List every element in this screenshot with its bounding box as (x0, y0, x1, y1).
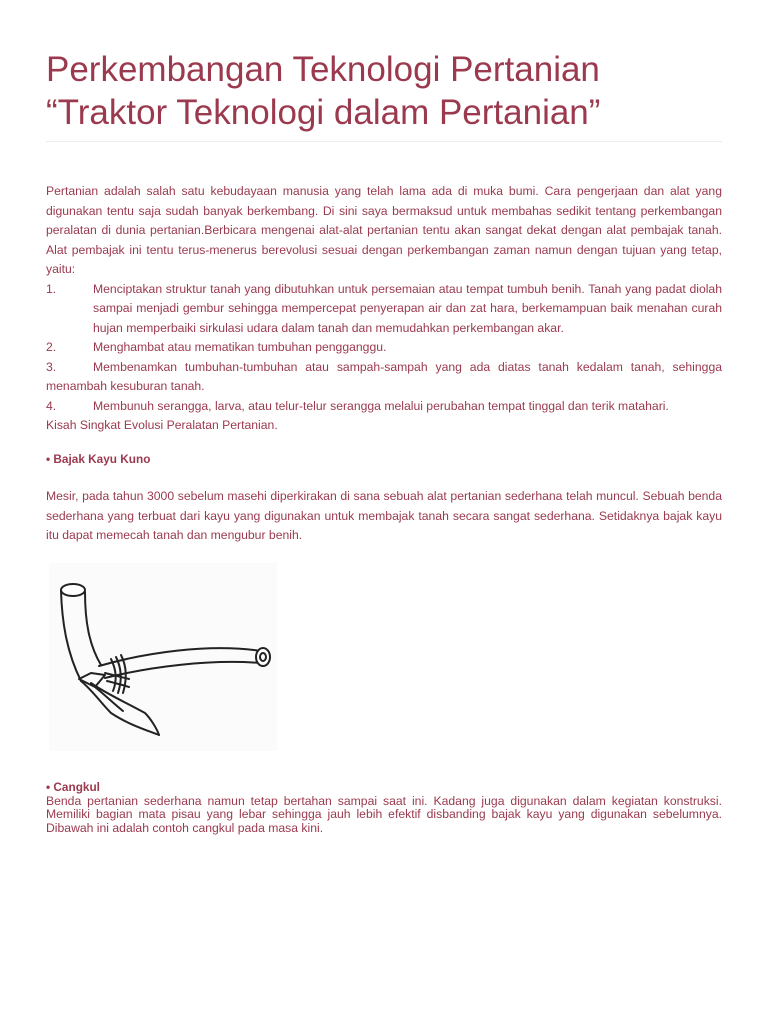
title-divider (46, 141, 722, 142)
wooden-plow-illustration (49, 563, 277, 751)
kisah-line: Kisah Singkat Evolusi Peralatan Pertanian. (46, 418, 278, 432)
section-heading-cangkul: • Cangkul (46, 780, 100, 794)
list-item-number: 4. (46, 398, 57, 413)
list-item (46, 280, 722, 339)
section-heading-bajak-kayu: • Bajak Kayu Kuno (46, 451, 151, 466)
list-item-number: 3. (46, 359, 57, 374)
bajak-kayu-paragraph: Mesir, pada tahun 3000 sebelum masehi diperkirakan di sana sebuah alat pertanian sederhana telah muncul. Sebuah benda sederhana yang terbuat dari kayu yang digunakan untuk membajak tanah secara sangat sederhana. Setidaknya bajak kayu itu dapat memecah tanah dan mengubur benih. (46, 489, 722, 542)
intro-paragraph: Pertanian adalah salah satu kebudayaan manusia yang telah lama ada di muka bumi. Cara pengerjaan dan alat yang digunakan tentu saja sudah banyak berkembang. Di sini saya bermaksud untuk membahas sedikit tentang perkembangan peralatan di dunia pertanian.Berbicara mengenai alat-alat pertanian tentu akan sangat dekat dengan alat pembajak tanah. Alat pembajak ini tentu terus-menerus berevolusi sesuai dengan perkembangan zaman namun dengan tujuan yang tetap, yaitu: (46, 184, 722, 276)
list-item (46, 358, 722, 397)
wooden-plow-drawing (49, 563, 277, 751)
list-item-text: Menciptakan struktur tanah yang dibutuhkan untuk persemaian atau tempat tumbuh benih. Tanah yang padat diolah sampai menjadi gembur sehingga mempercepat penyerapan air dan zat hara, berkemampuan baik menahan curah hujan memperbaiki sirkulasi udara dalam tanah dan memudahkan perkembangan akar. (93, 281, 722, 335)
list-item-text: Membunuh serangga, larva, atau telur-telur serangga melalui perubahan tempat tinggal dan terik matahari. (93, 398, 669, 413)
list-item-number: 1. (46, 281, 57, 296)
cangkul-paragraph: Benda pertanian sederhana namun tetap bertahan sampai saat ini. Kadang juga digunakan dalam kegiatan konstruksi. Memiliki bagian mata pisau yang lebar sehingga jauh lebih efektif disbanding bajak kayu yang digunakan sebelumnya. Dibawah ini adalah contoh cangkul pada masa kini. (46, 793, 722, 835)
list-item-text: Menghambat atau mematikan tumbuhan pengganggu. (93, 340, 387, 354)
list-item (46, 397, 722, 417)
cangkul-section (46, 781, 722, 835)
article-body (46, 182, 722, 546)
list-item (46, 338, 722, 358)
page-title-line-2: “Traktor Teknologi dalam Pertanian” (46, 93, 601, 132)
list-item-text: Membenamkan tumbuhan-tumbuhan atau sampah-sampah yang ada diatas tanah kedalam tanah, sehingga menambah kesuburan tanah. (46, 359, 722, 393)
list-item-number: 2. (46, 340, 57, 354)
page-title-line-1: Perkembangan Teknologi Pertanian (46, 50, 600, 89)
page-title (46, 48, 736, 134)
